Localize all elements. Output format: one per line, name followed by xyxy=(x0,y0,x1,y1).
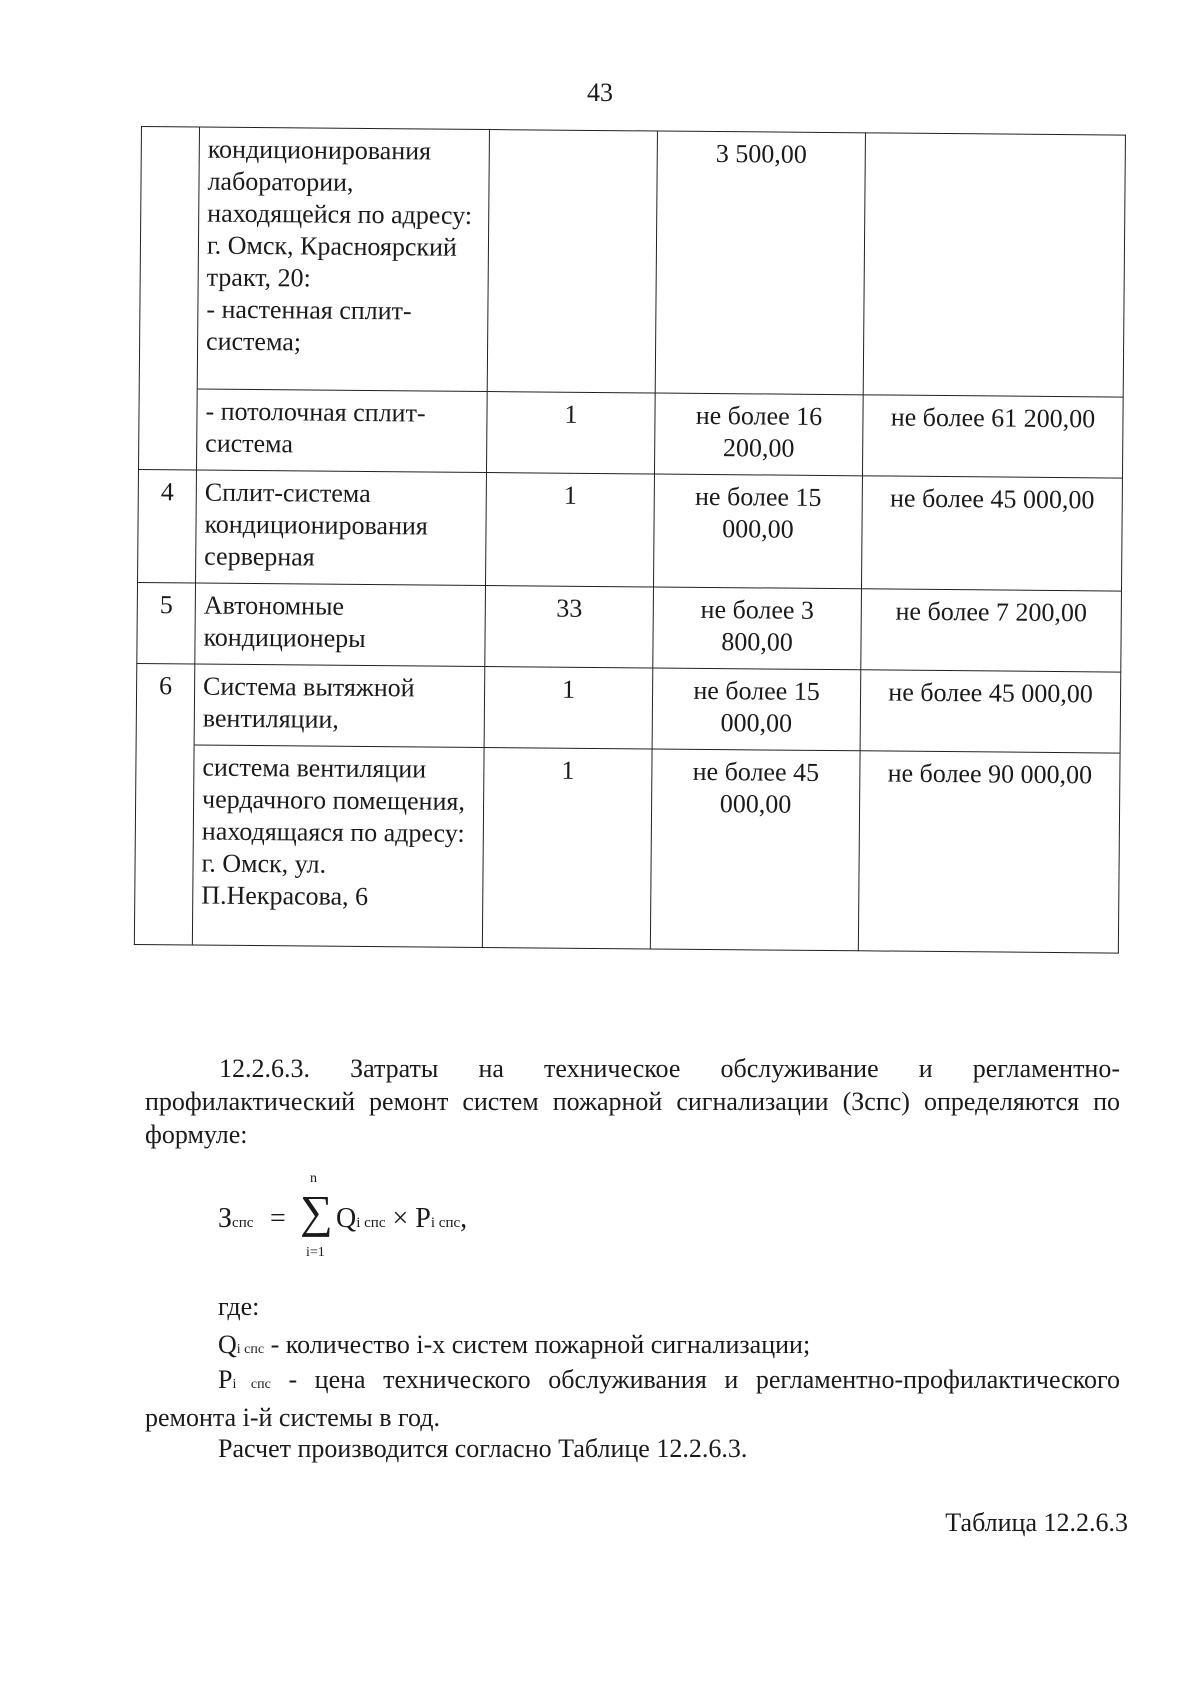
table-row xyxy=(134,744,1120,953)
item-price: 3 500,00 xyxy=(655,131,865,395)
item-quantity: 1 xyxy=(482,748,652,949)
item-total: не более 61 200,00 xyxy=(862,395,1123,478)
item-price: не более 15 000,00 xyxy=(652,668,861,751)
formula-rhs xyxy=(336,1203,467,1235)
formula-comma: , xyxy=(460,1203,468,1234)
item-name: система вентиляции чердачного помещения, находящаяся по адресу: г. Омск, ул. П.Некрасова, 6 xyxy=(192,745,484,948)
item-name-text: кондиционирования лаборатории, находящейся по адресу: г. Омск, Красноярский тракт, 20: - настенная сплит-система; xyxy=(205,134,473,357)
item-total xyxy=(863,133,1125,397)
formula-z-sub: спс xyxy=(232,1215,254,1231)
row-number: 4 xyxy=(138,469,197,583)
table-row xyxy=(137,582,1122,672)
table-caption: Таблица 12.2.6.3 xyxy=(945,1508,1128,1537)
cost-table-wrapper xyxy=(134,126,1125,954)
table-row xyxy=(136,663,1121,753)
item-price: не более 15 000,00 xyxy=(653,474,862,589)
table-row xyxy=(139,127,1125,398)
item-quantity: 33 xyxy=(485,586,654,668)
definition-q xyxy=(218,1328,810,1366)
item-name: Система вытяжной вентиляции, xyxy=(194,664,485,748)
item-total: не более 45 000,00 xyxy=(860,670,1121,753)
item-price: не более 45 000,00 xyxy=(650,749,860,951)
item-name: Сплит-система кондиционирования серверная xyxy=(196,470,487,586)
row-number xyxy=(134,744,194,944)
item-name xyxy=(197,127,489,392)
definition-p-symbol: P xyxy=(218,1365,233,1394)
definition-p-sub: i спс xyxy=(232,1377,271,1392)
definition-p-text: - цена технического обслуживания и регламентно-профилактического ремонта i-й системы в год. xyxy=(145,1365,1120,1432)
formula-p: P xyxy=(415,1203,431,1234)
sum-symbol: ∑ xyxy=(300,1186,333,1237)
formula-times: × xyxy=(392,1203,409,1234)
item-name: - потолочная сплит-система xyxy=(197,389,488,473)
item-total: не более 7 200,00 xyxy=(861,589,1122,672)
row-number: 5 xyxy=(137,582,196,664)
table-row xyxy=(139,388,1124,478)
definition-q-sub: i спс xyxy=(236,1342,265,1357)
definition-p xyxy=(145,1363,1120,1434)
item-name: Автономные кондиционеры xyxy=(195,583,486,667)
where-label: где: xyxy=(218,1292,260,1321)
formula-lhs xyxy=(218,1203,253,1235)
table-row xyxy=(138,469,1123,591)
formula-equals: = xyxy=(270,1203,286,1234)
item-total: не более 45 000,00 xyxy=(861,476,1122,591)
item-price: не более 3 800,00 xyxy=(653,587,862,670)
formula-p-sub: i спс xyxy=(430,1215,461,1231)
formula xyxy=(218,1171,618,1265)
formula-upper-limit: n xyxy=(310,1171,317,1186)
definition-q-text: - количество i-х систем пожарной сигнализации; xyxy=(264,1330,811,1359)
cost-table xyxy=(134,126,1126,954)
row-number xyxy=(139,388,198,470)
formula-z: З xyxy=(218,1203,233,1234)
paragraph-costs-intro: 12.2.6.3. Затраты на техническое обслуживание и регламентно-профилактический ремонт систем пожарной сигнализации (Зспс) определяются по формуле: xyxy=(145,1054,1120,1149)
definition-q-symbol: Q xyxy=(218,1330,237,1359)
item-quantity xyxy=(487,130,657,393)
item-quantity: 1 xyxy=(486,473,655,587)
item-total: не более 90 000,00 xyxy=(858,751,1120,953)
row-number: 6 xyxy=(136,663,195,745)
item-price: не более 16 200,00 xyxy=(654,393,863,476)
formula-q-sub: i спс xyxy=(356,1215,386,1231)
calculation-note: Расчет производится согласно Таблице 12.2.6.3. xyxy=(218,1434,748,1463)
item-quantity: 1 xyxy=(484,667,653,749)
item-quantity: 1 xyxy=(486,392,655,474)
formula-lower-limit: i=1 xyxy=(306,1245,325,1260)
formula-q: Q xyxy=(336,1203,357,1234)
page-number: 43 xyxy=(587,78,613,107)
row-number xyxy=(139,127,199,389)
